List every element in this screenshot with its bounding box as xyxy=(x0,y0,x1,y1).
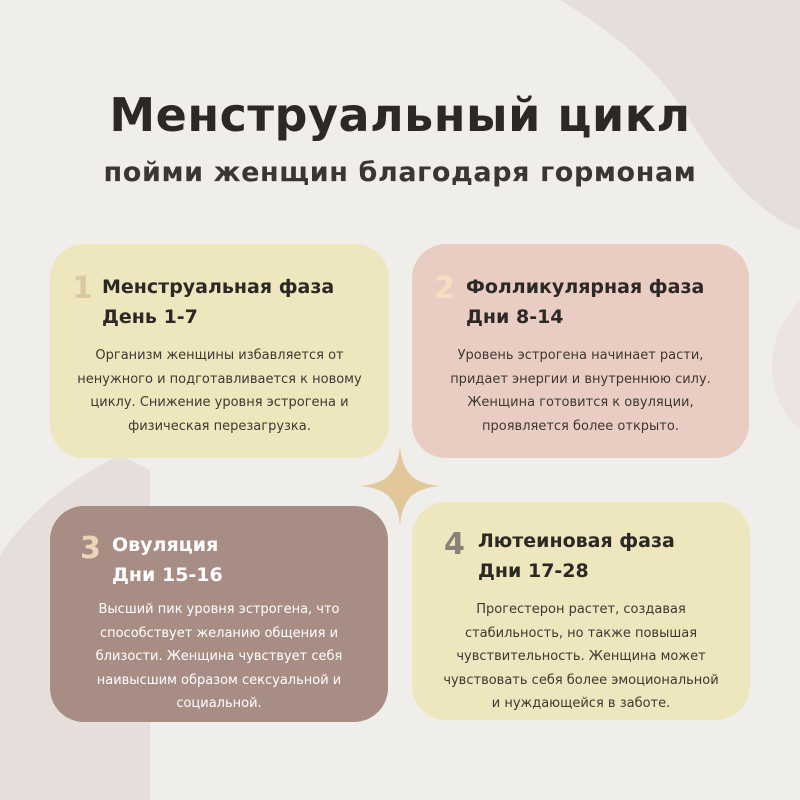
page-title: Менструальный цикл xyxy=(109,88,691,142)
phase-card-ovulation xyxy=(50,506,388,722)
phase-number: 2 xyxy=(434,271,455,306)
phase-card-menstrual xyxy=(50,244,389,458)
phase-number: 4 xyxy=(444,527,465,562)
phase-name: Лютеиновая фаза xyxy=(478,530,675,552)
phase-name: Овуляция xyxy=(112,534,219,556)
phase-days: Дни 15-16 xyxy=(112,564,223,586)
phase-days: Дни 17-28 xyxy=(478,560,589,582)
phase-card-luteal xyxy=(412,502,750,720)
phase-description: Уровень эстрогена начинает расти, придает энергии и внутреннюю силу. Женщина готовится к овуляции, проявляется более открыто. xyxy=(450,348,711,434)
phase-description: Высший пик уровня эстрогена, что способствует желанию общения и близости. Женщина чувствует себя наивысшим образом сексуальной и социальной. xyxy=(95,602,343,711)
phase-days: День 1-7 xyxy=(102,306,198,328)
phase-name: Менструальная фаза xyxy=(102,276,335,298)
phase-days: Дни 8-14 xyxy=(466,306,564,328)
phase-number: 3 xyxy=(80,531,101,566)
phase-description: Организм женщины избавляется от ненужного и подготавливается к новому циклу. Снижение уровня эстрогена и физическая перезагрузка. xyxy=(77,348,362,434)
phase-description: Прогестерон растет, создавая стабильность, но также повышая чувствительность. Женщина может чувствовать себя более эмоциональной и нуждающейся в заботе. xyxy=(443,602,719,711)
sparkle-star-icon xyxy=(360,446,440,526)
phase-number: 1 xyxy=(72,271,93,306)
phase-card-follicular xyxy=(412,244,749,458)
page-subtitle: пойми женщин благодаря гормонам xyxy=(103,157,697,188)
phase-name: Фолликулярная фаза xyxy=(466,276,705,298)
